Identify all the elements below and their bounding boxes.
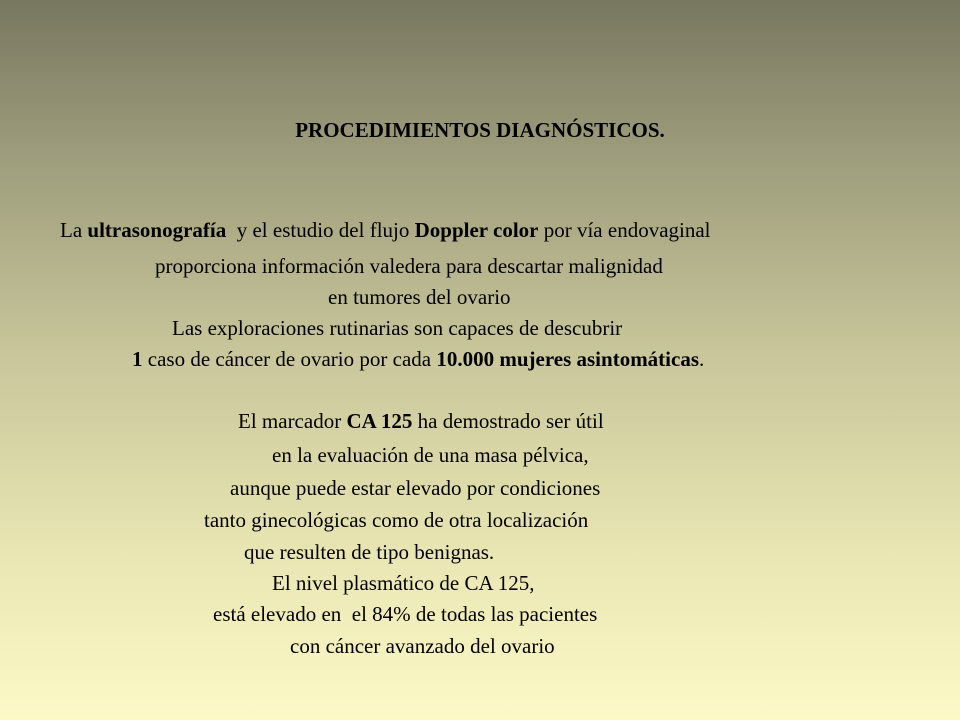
keyword-ca125: CA 125 [346,409,413,433]
text-line-9: tanto ginecológicas como de otra localización [204,508,589,532]
text-line-4: Las exploraciones rutinarias son capaces de descubrir [172,316,623,340]
text-line-7: en la evaluación de una masa pélvica, [272,443,589,467]
text-segment: La [60,218,88,242]
text-line-13: con cáncer avanzado del ovario [290,634,555,658]
text-segment: por vía endovaginal [538,218,711,242]
text-line-8: aunque puede estar elevado por condiciones [230,476,601,500]
keyword-ultrasonografia: ultrasonografía [87,218,227,242]
text-line-1 [60,218,711,243]
keyword-count: 10.000 mujeres asintomáticas [436,347,700,371]
slide-title: PROCEDIMIENTOS DIAGNÓSTICOS. [295,118,665,142]
text-segment: . [699,347,705,371]
text-line-3: en tumores del ovario [328,285,511,309]
text-segment: El marcador [238,409,347,433]
text-line-6 [238,409,604,434]
keyword-doppler: Doppler color [414,218,539,242]
text-segment: y el estudio del flujo [226,218,415,242]
text-line-11: El nivel plasmático de CA 125, [272,571,535,595]
text-line-12: está elevado en el 84% de todas las pacientes [213,602,598,626]
text-segment: caso de cáncer de ovario por cada [142,347,437,371]
number-one: 1 [132,347,143,371]
text-line-10: que resulten de tipo benignas. [244,540,495,564]
text-line-5 [132,347,704,372]
text-line-2: proporciona información valedera para descartar malignidad [155,254,663,278]
text-segment: ha demostrado ser útil [412,409,604,433]
